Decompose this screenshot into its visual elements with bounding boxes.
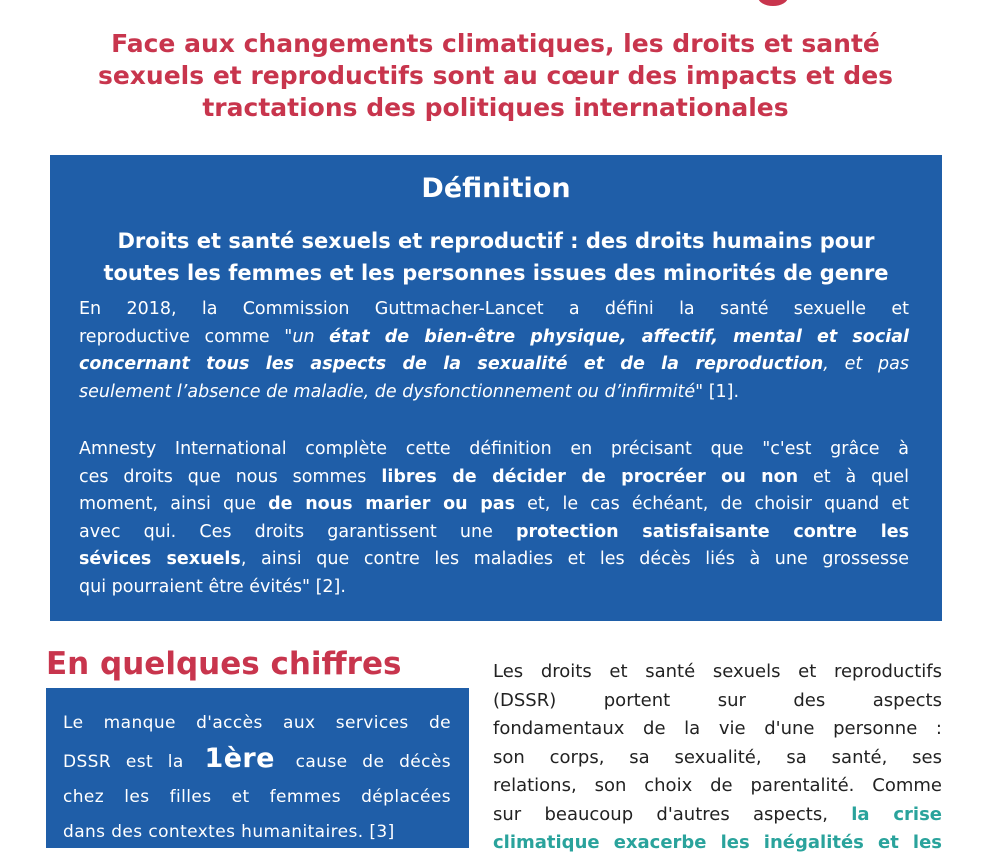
right-l6-text: sur beaucoup d'autres aspects,: [493, 803, 852, 825]
headline-line-2: sexuels et reproductifs sont au cœur des impacts et des: [97, 61, 894, 90]
p2-line-5: [79, 546, 909, 574]
p1-line-3: [79, 351, 909, 379]
section-title-chiffres: En quelques chiffres: [46, 646, 402, 682]
right-line-6: [493, 801, 942, 830]
stat-line-4: dans des contextes humanitaires. [3]: [63, 822, 395, 842]
p2-line-4: [79, 519, 909, 547]
definition-title: Définition: [421, 173, 571, 204]
p2-line-2: [79, 464, 909, 492]
right-line-3: fondamentaux de la vie d'une personne :: [493, 718, 942, 739]
right-line-4: son corps, sa sexualité, sa santé, ses: [493, 746, 942, 768]
definition-paragraph-guttmacher: [79, 296, 909, 406]
p2-l3-bold: de nous marier ou pas: [268, 494, 515, 514]
page-headline: [60, 28, 931, 124]
p1-line-1: En 2018, la Commission Guttmacher-Lancet a défini la santé sexuelle et: [79, 299, 909, 319]
p2-line-1: Amnesty International complète cette définition en précisant que "c'est grâce à: [79, 439, 909, 459]
stat-line-2: [63, 741, 451, 780]
definition-subtitle-line-1: Droits et santé sexuels et reproductif : des droits humains pour: [117, 229, 875, 253]
p2-l2-text: ces droits que nous sommes: [79, 466, 382, 487]
definition-box: [50, 155, 942, 621]
stat-l2-tail: cause de décès: [295, 752, 451, 772]
stat-line-3: chez les filles et femmes déplacées: [63, 787, 451, 807]
p2-l3-text: moment, ainsi que: [79, 494, 269, 514]
right-line-5: relations, son choix de parentalité. Comme: [493, 775, 942, 796]
headline-line-1: Face aux changements climatiques, les droits et santé: [111, 29, 880, 58]
right-line-1: Les droits et santé sexuels et reproductifs: [493, 661, 942, 682]
p2-l2-tail: et à quel: [798, 466, 910, 487]
definition-subtitle: [70, 225, 922, 289]
right-line-2: (DSSR) portent sur des aspects: [493, 689, 942, 711]
p2-l4-bold: protection satisfaisante contre les: [516, 521, 909, 542]
definition-subtitle-line-2: toutes les femmes et les personnes issues des minorités de genre: [103, 261, 889, 285]
p2-l3-tail: et, le cas échéant, de choisir quand et: [515, 494, 909, 514]
headline-cutoff-fragment: [758, 0, 788, 6]
p1-l3-italic: , et pas: [823, 354, 909, 374]
stat-l2-text: DSSR est la: [63, 752, 184, 772]
stat-line-1: Le manque d'accès aux services de: [63, 713, 451, 733]
stat-box: [46, 688, 469, 848]
right-line-7: climatique exacerbe les inégalités et les: [493, 832, 942, 853]
right-l6-highlight: la crise: [851, 803, 942, 825]
headline-line-3: tractations des politiques internationales: [202, 93, 789, 122]
p2-line-3: [79, 491, 909, 519]
p2-l2-bold: libres de décider de procréer ou non: [381, 466, 799, 487]
p2-line-6: qui pourraient être évités" [2].: [79, 576, 346, 597]
right-column-text: [493, 658, 942, 858]
p1-line-4: [79, 379, 909, 407]
p1-l4-italic: seulement l’absence de maladie, de dysfonctionnement ou d’infirmité": [79, 381, 704, 402]
p1-l2-text: reproductive comme: [79, 326, 285, 347]
p1-l2-quote-open: "un: [284, 326, 330, 347]
stat-text: [63, 706, 451, 850]
p2-l4-text: avec qui. Ces droits garantissent une: [79, 521, 516, 542]
p1-l4-ref: [1].: [703, 381, 740, 402]
stat-highlight-number: 1ère: [204, 743, 275, 774]
p2-l5-bold: sévices sexuels: [79, 549, 241, 569]
p1-line-2: [79, 324, 909, 352]
p1-l3-emphasis: concernant tous les aspects de la sexualité et de la reproduction: [79, 354, 824, 374]
p1-l2-emphasis: état de bien-être physique, affectif, mental et social: [329, 326, 910, 347]
definition-paragraph-amnesty: [79, 436, 909, 601]
p2-l5-tail: , ainsi que contre les maladies et les décès liés à une grossesse: [240, 549, 909, 569]
